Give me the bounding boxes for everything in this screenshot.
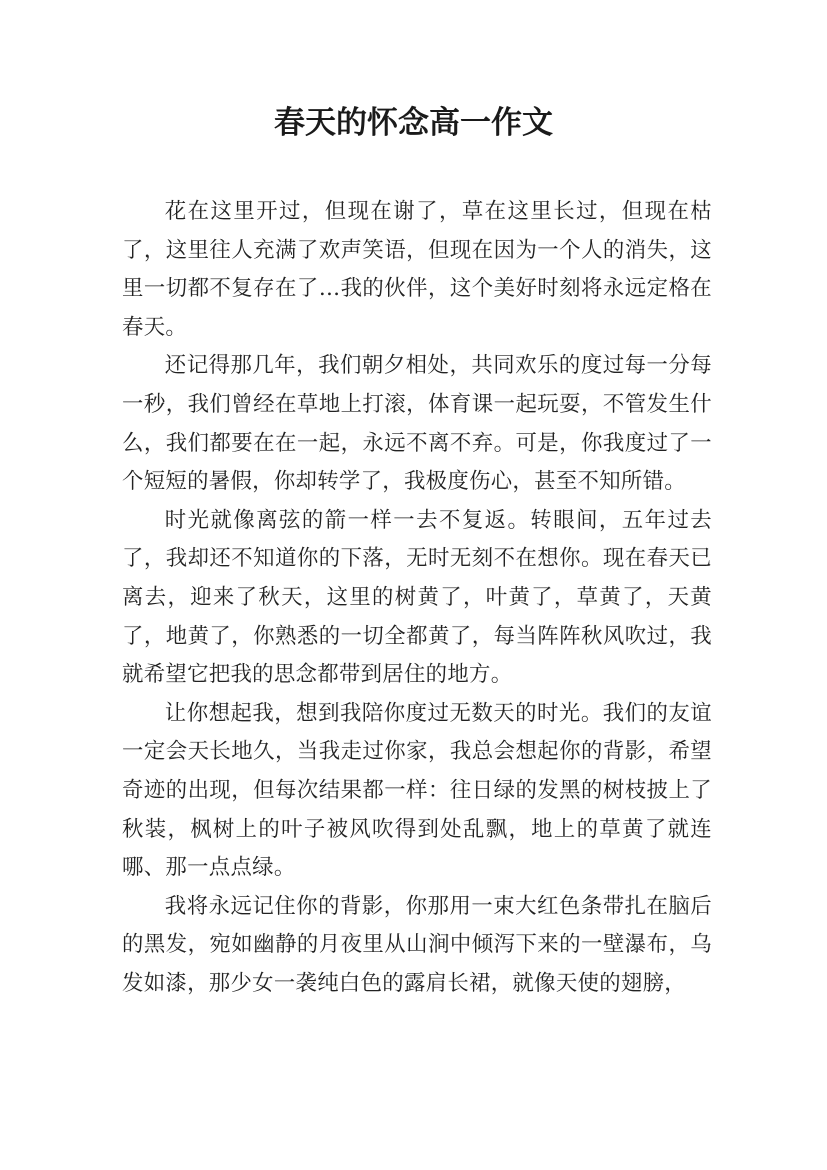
document-body	[122, 193, 712, 1003]
paragraph-2: 还记得那几年，我们朝夕相处，共同欢乐的度过每一分每一秒，我们曾经在草地上打滚，体育课一起玩耍，不管发生什么，我们都要在在一起，永远不离不弃。可是，你我度过了一个短短的暑假，你却转学了，我极度伤心，甚至不知所错。	[122, 353, 712, 495]
paragraph-3: 时光就像离弦的箭一样一去不复返。转眼间，五年过去了，我却还不知道你的下落，无时无刻不在想你。现在春天已离去，迎来了秋天，这里的树黄了，叶黄了，草黄了，天黄了，地黄了，你熟悉的一切全都黄了，每当阵阵秋风吹过，我就希望它把我的思念都带到居住的地方。	[122, 507, 712, 688]
paragraph-5: 我将永远记住你的背影，你那用一束大红色条带扎在脑后的黑发，宛如幽静的月夜里从山涧中倾泻下来的一壁瀑布，乌发如漆，那少女一袭纯白色的露肩长裙，就像天使的翅膀，	[122, 893, 712, 996]
paragraph-1: 花在这里开过，但现在谢了，草在这里长过，但现在枯了，这里往人充满了欢声笑语，但现在因为一个人的消失，这里一切都不复存在了…我的伙伴，这个美好时刻将永远定格在春天。	[122, 199, 712, 340]
document-title: 春天的怀念高一作文	[274, 105, 553, 141]
paragraph-4: 让你想起我，想到我陪你度过无数天的时光。我们的友谊一定会天长地久，当我走过你家，我总会想起你的背影，希望奇迹的出现，但每次结果都一样：往日绿的发黑的树枝披上了秋装，枫树上的叶子被风吹得到处乱飘，地上的草黄了就连哪、那一点点绿。	[122, 700, 712, 881]
